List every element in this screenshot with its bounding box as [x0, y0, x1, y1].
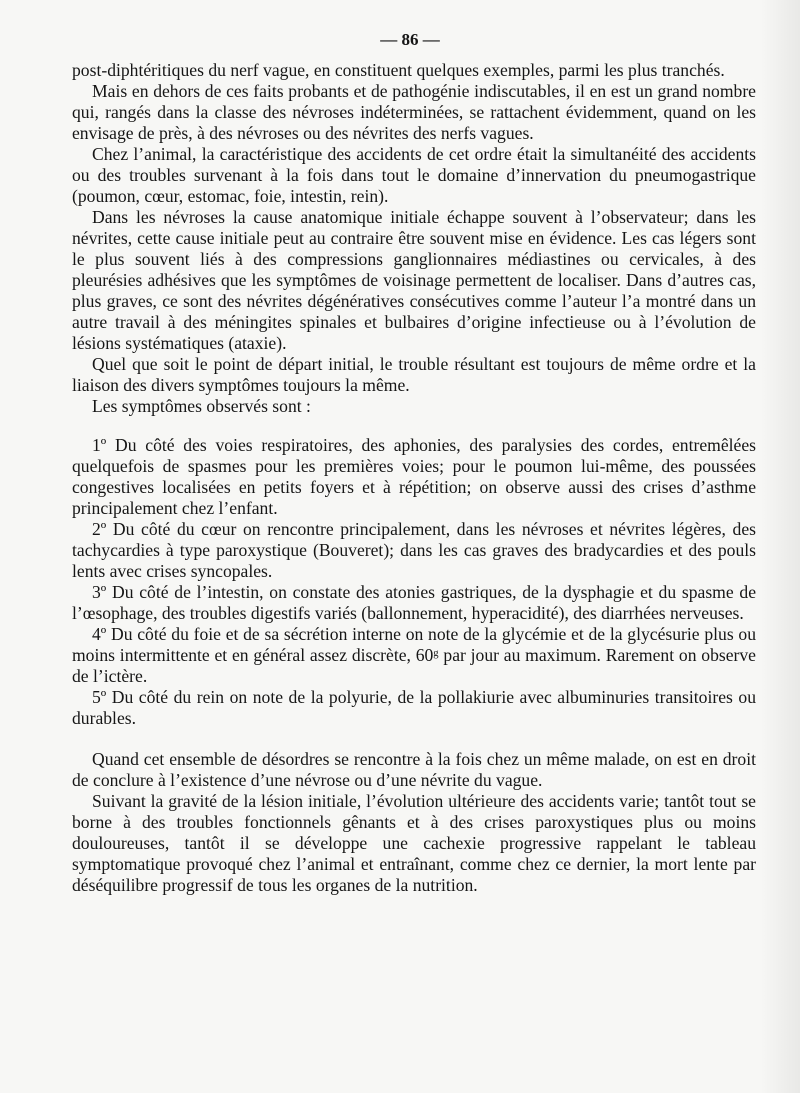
paragraph: Dans les névroses la cause anatomique initiale échappe souvent à l’observateur; dans les névrites, cette cause initiale peut au contraire être souvent mise en évidence. Les cas légers sont le plus souvent liés à des compressions ganglionnaires médiastines ou cervicales, à des pleurésies adhésives que les symptômes de voisinage permettent de localiser. Dans d’autres cas, plus graves, ce sont des névrites dégénératives consécutives comme l’auteur l’a montré dans un autre travail à des méningites spinales et bulbaires d’origine infectieuse ou à l’évolution de lésions systématiques (ataxie).	[72, 207, 756, 353]
body-text	[72, 60, 756, 896]
paragraph: Mais en dehors de ces faits probants et de pathogénie indiscutables, il en est un grand nombre qui, rangés dans la classe des névroses indéterminées, se rattachent évidemment, quand on les envisage de près, à des névroses ou des névrites des nerfs vagues.	[72, 81, 756, 143]
paragraph-continuation: post-diphtéritiques du nerf vague, en constituent quelques exemples, parmi les plus tranchés.	[72, 60, 725, 80]
page-number: — 86 —	[380, 30, 440, 49]
conclusion-paragraph: Quand cet ensemble de désordres se rencontre à la fois chez un même malade, on est en droit de conclure à l’existence d’une névrose ou d’une névrite du vague.	[72, 749, 756, 790]
paragraph: Quel que soit le point de départ initial, le trouble résultant est toujours de même ordre et la liaison des divers symptômes toujours la même.	[72, 354, 756, 395]
symptom-item-heart: 2º Du côté du cœur on rencontre principalement, dans les névroses et névrites légères, des tachycardies à type paroxystique (Bouveret); dans les cas graves des bradycardies et des pouls lents avec crises syncopales.	[72, 519, 756, 581]
paragraph: Chez l’animal, la caractéristique des accidents de cet ordre était la simultanéité des accidents ou des troubles survenant à la fois dans tout le domaine d’innervation du pneumogastrique (poumon, cœur, estomac, foie, intestin, rein).	[72, 144, 756, 206]
symptom-item-liver: 4º Du côté du foie et de sa sécrétion interne on note de la glycémie et de la glycésurie plus ou moins intermittente et en général assez discrète, 60ᵍ par jour au maximum. Rarement on observe de l’ictère.	[72, 624, 756, 686]
conclusion-paragraph: Suivant la gravité de la lésion initiale, l’évolution ultérieure des accidents varie; tantôt tout se borne à des troubles fonctionnels gênants et à des crises paroxystiques plus ou moins douloureuses, tantôt il se développe une cachexie progressive rappelant le tableau symptomatique provoqué chez l’animal et entraînant, comme chez ce dernier, la mort lente par déséquilibre progressif de tous les organes de la nutrition.	[72, 791, 756, 895]
spacer	[72, 417, 756, 435]
symptom-item-intestine: 3º Du côté de l’intestin, on constate des atonies gastriques, de la dysphagie et du spasme de l’œsophage, des troubles digestifs variés (ballonnement, hyperacidité), des diarrhées nerveuses.	[72, 582, 756, 623]
symptom-item-respiratory: 1º Du côté des voies respiratoires, des aphonies, des paralysies des cordes, entremêlées quelquefois de spasmes pour les premières voies; pour le poumon lui-même, des poussées congestives localisées en petits foyers et à répétition; on observe aussi des crises d’asthme principalement chez l’enfant.	[72, 435, 756, 518]
symptom-item-kidney: 5º Du côté du rein on note de la polyurie, de la pollakiurie avec albuminuries transitoires ou durables.	[72, 687, 756, 728]
page-edge-shadow	[760, 0, 800, 1093]
symptoms-intro: Les symptômes observés sont :	[92, 396, 311, 416]
spacer	[72, 729, 756, 749]
